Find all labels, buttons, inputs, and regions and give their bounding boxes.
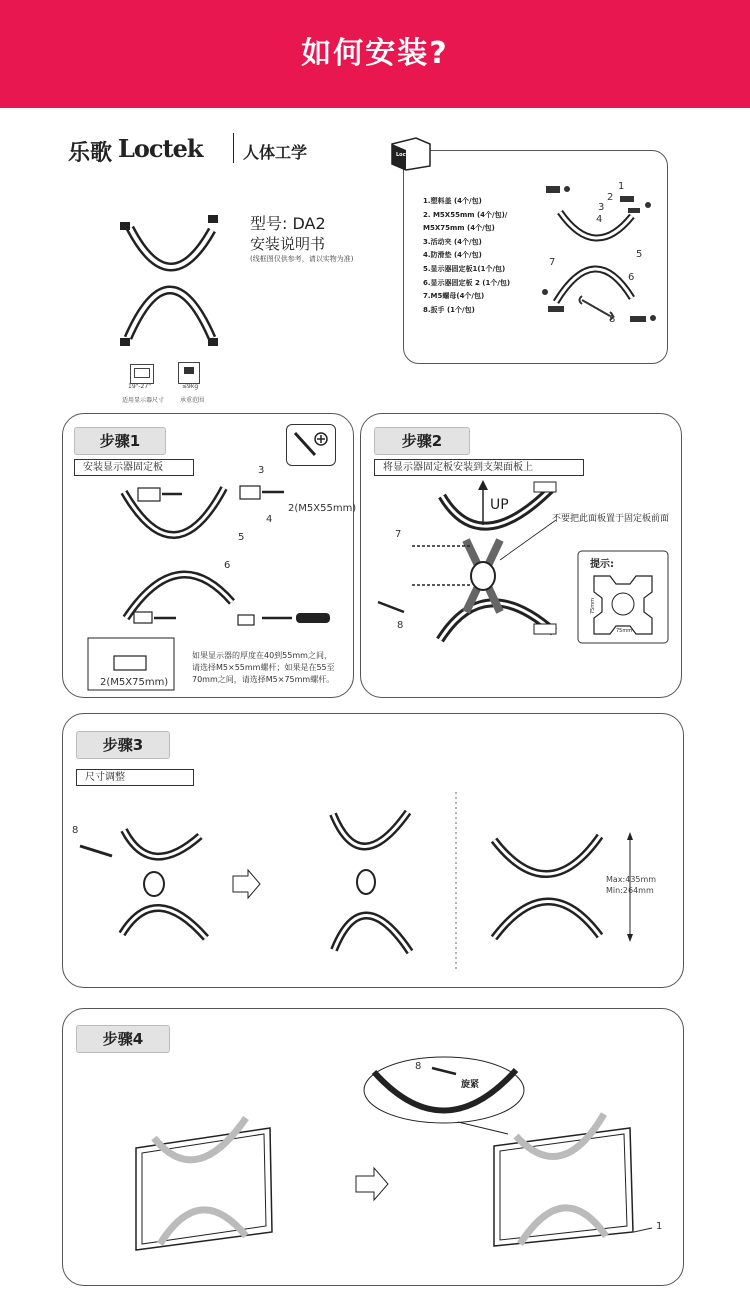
step2-subtitle: 将显示器固定板安装到支架面板上: [374, 459, 584, 476]
thickness-note: 如果显示器的厚度在40到55mm之间， 请选择M5×55mm螺杆；如果是在55至 70mm之间，请选择M5×75mm螺杆。: [192, 651, 335, 684]
parts-item: 2. M5X55mm (4个/包)/: [423, 210, 508, 219]
weight-caption: 承重范围: [180, 397, 205, 404]
callout: 3: [598, 202, 605, 213]
disclaimer-note: (线框图仅供参考，请以实物为准): [250, 255, 354, 263]
callout-3: 3: [258, 465, 265, 476]
step1-subtitle: 安装显示器固定板: [74, 459, 194, 476]
callout: 7: [549, 257, 556, 268]
page-title: 如何安装?: [301, 36, 449, 71]
parts-item: 3.活动夹 (4个/包): [423, 237, 482, 246]
tip-dim-vertical: 75mm: [590, 597, 597, 615]
parts-item: 7.M5螺母(4个/包): [423, 292, 485, 301]
tip-title: 提示:: [590, 559, 614, 570]
callout-2-m5x55: 2(M5X55mm): [288, 503, 357, 514]
callout-1: 1: [656, 1221, 663, 1232]
callout-6: 6: [224, 560, 231, 571]
tighten-label: 旋紧: [461, 1080, 480, 1090]
front-panel-warning: 不要把此面板置于固定板前面: [552, 514, 670, 524]
callout-2-m5x75: 2(M5X75mm): [100, 677, 169, 688]
brand-logo: Loctek: [118, 134, 203, 163]
brand-chinese: 乐歌: [68, 141, 113, 166]
parts-item: 5.显示器固定板1(1个/包): [423, 264, 506, 273]
callout-8: 8: [415, 1061, 422, 1072]
callout: 5: [636, 249, 643, 260]
manual-title: 安装说明书: [250, 235, 326, 253]
weight-value: ≤9kg: [182, 383, 199, 390]
model-number: 型号: DA2: [250, 214, 326, 233]
callout-7: 7: [395, 529, 402, 540]
callout-8: 8: [72, 825, 79, 836]
step3-subtitle: 尺寸调整: [76, 769, 194, 786]
monitor-size-value: 19"-27": [128, 383, 151, 390]
callout: 4: [596, 214, 603, 225]
tip-dim-horizontal: 75mm: [616, 628, 633, 634]
callout-8: 8: [397, 620, 404, 631]
callout-4: 4: [266, 514, 273, 525]
box-logo: Loctek: [396, 152, 415, 158]
step3-tab: 步骤3: [76, 731, 170, 759]
step4-tab: 步骤4: [76, 1025, 170, 1053]
parts-item: 1.塑料盖 (4个/包): [423, 197, 482, 205]
up-label: UP: [490, 497, 509, 513]
step1-tab: 步骤1: [74, 427, 166, 455]
callout: 8: [609, 314, 616, 325]
callout: 1: [618, 181, 625, 192]
parts-item: 8.扳手 (1个/包): [423, 305, 475, 314]
monitor-size-caption: 适用显示器尺寸: [122, 397, 165, 404]
step2-tab: 步骤2: [374, 427, 470, 455]
min-height: Min:264mm: [606, 886, 654, 895]
parts-item: 4.防滑垫 (4个/包): [423, 251, 482, 260]
callout-5: 5: [238, 532, 245, 543]
callout: 6: [628, 272, 635, 283]
parts-item: M5X75mm (4个/包): [423, 224, 495, 233]
parts-item: 6.显示器固定板 2 (1个/包): [423, 278, 511, 287]
brand-subtitle: 人体工学: [243, 143, 308, 162]
callout: 2: [607, 192, 614, 203]
max-height: Max:435mm: [606, 875, 657, 884]
